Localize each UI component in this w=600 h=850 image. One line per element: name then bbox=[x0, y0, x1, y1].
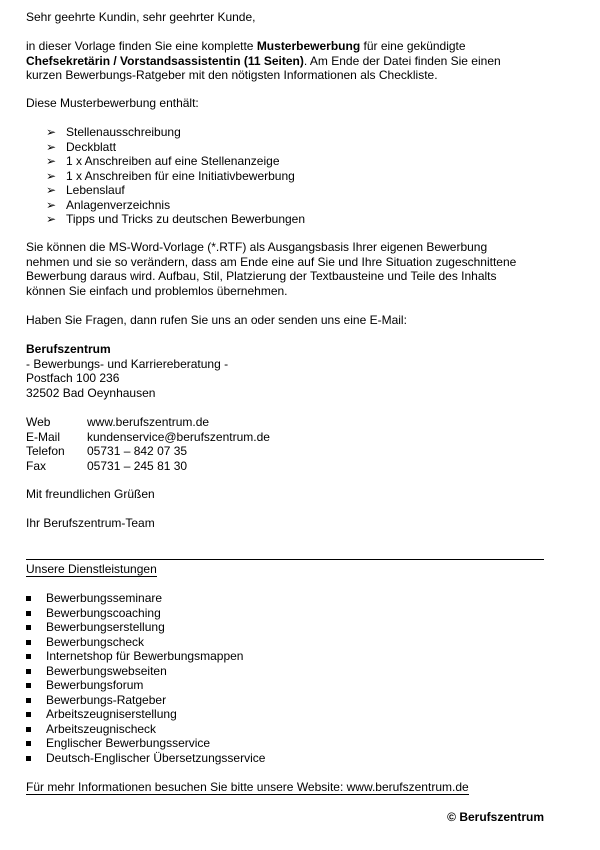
company-name: Berufszentrum bbox=[26, 342, 111, 356]
intro-text-3: . Am Ende der Datei finden Sie einen bbox=[303, 53, 501, 68]
square-bullet-icon bbox=[26, 756, 31, 761]
square-bullet-icon bbox=[26, 741, 31, 746]
list-item: Arbeitszeugnischeck bbox=[26, 722, 546, 737]
contact-row: Fax 05731 – 245 81 30 bbox=[26, 458, 188, 473]
footer-info: Für mehr Informationen besuchen Sie bitte unsere Website: www.berufszentrum.de bbox=[26, 780, 469, 794]
square-bullet-icon bbox=[26, 669, 31, 674]
postbox: Postfach 100 236 bbox=[26, 371, 120, 385]
divider bbox=[26, 559, 544, 560]
list-item: Bewerbungsforum bbox=[26, 678, 546, 693]
square-bullet-icon bbox=[26, 654, 31, 659]
list-item: ➢ Anlagenverzeichnis bbox=[46, 197, 171, 212]
web-link[interactable]: www.berufszentrum.de bbox=[87, 415, 210, 429]
intro-text-2: für eine gekündigte bbox=[360, 39, 466, 53]
services-list bbox=[26, 591, 546, 765]
arrow-bullet-icon: ➢ bbox=[46, 168, 57, 183]
questions-text: Haben Sie Fragen, dann rufen Sie uns an oder senden uns eine E-Mail: bbox=[26, 313, 407, 327]
arrow-bullet-icon: ➢ bbox=[46, 212, 57, 226]
list-item: Englischer Bewerbungsservice bbox=[26, 736, 546, 751]
square-bullet-icon bbox=[26, 698, 31, 703]
salutation: Sehr geehrte Kundin, sehr geehrter Kunde, bbox=[26, 10, 256, 24]
list-item: Bewerbungserstellung bbox=[26, 620, 546, 635]
list-item: Bewerbungs-Ratgeber bbox=[26, 693, 546, 708]
contact-row: Telefon 05731 – 842 07 35 bbox=[26, 444, 188, 458]
list-item: Bewerbungscheck bbox=[26, 635, 546, 650]
signature: Ihr Berufszentrum-Team bbox=[26, 516, 155, 530]
intro-text-1: in dieser Vorlage finden Sie eine komplette bbox=[26, 39, 257, 53]
contact-row: E-Mail kundenservice@berufszentrum.de bbox=[26, 429, 270, 444]
square-bullet-icon bbox=[26, 727, 31, 732]
intro-paragraph bbox=[26, 39, 546, 83]
contents-list bbox=[26, 125, 546, 227]
fax-number: 05731 – 245 81 30 bbox=[87, 458, 188, 473]
city: 32502 Bad Oeynhausen bbox=[26, 385, 156, 400]
arrow-bullet-icon: ➢ bbox=[46, 154, 57, 168]
arrow-bullet-icon: ➢ bbox=[46, 183, 57, 197]
phone-number: 05731 – 842 07 35 bbox=[87, 444, 188, 458]
list-item: Bewerbungswebseiten bbox=[26, 664, 546, 679]
list-item: Bewerbungscoaching bbox=[26, 606, 546, 621]
intro-bold-2: Chefsekretärin / Vorstandsassistentin (11 Seiten) bbox=[26, 53, 304, 68]
list-item: ➢ Deckblatt bbox=[46, 139, 117, 154]
square-bullet-icon bbox=[26, 596, 31, 601]
intro-bold-1: Musterbewerbung bbox=[256, 39, 361, 53]
copyright: © Berufszentrum bbox=[447, 810, 544, 824]
arrow-bullet-icon: ➢ bbox=[46, 197, 57, 212]
intro-line-3: kurzen Bewerbungs-Ratgeber mit den nötigsten Informationen als Checkliste. bbox=[26, 68, 438, 82]
contents-heading: Diese Musterbewerbung enthält: bbox=[26, 96, 199, 110]
square-bullet-icon bbox=[26, 625, 31, 630]
usage-paragraph: Sie können die MS-Word-Vorlage (*.RTF) als Ausgangsbasis Ihrer eigenen Bewerbung nehmen und sie so verändern, dass am Ende eine auf Sie und Ihre Situation zugeschnittene Bewerbung daraus wird. Aufbau, Stil, Platzierung der Textbausteine und Teile des Inhalts können Sie einfach und problemlos übernehmen. bbox=[26, 240, 517, 298]
list-item: ➢ Lebenslauf bbox=[46, 183, 125, 197]
closing: Mit freundlichen Grüßen bbox=[26, 487, 155, 501]
address-block bbox=[26, 342, 546, 400]
list-item: ➢ Stellenausschreibung bbox=[46, 125, 181, 139]
email-link[interactable]: kundenservice@berufszentrum.de bbox=[87, 429, 270, 444]
list-item: ➢ Tipps und Tricks zu deutschen Bewerbungen bbox=[46, 212, 306, 226]
contact-row: Web www.berufszentrum.de bbox=[26, 415, 210, 429]
company-tagline: - Bewerbungs- und Karriereberatung - bbox=[26, 356, 229, 371]
square-bullet-icon bbox=[26, 712, 31, 717]
list-item: Bewerbungsseminare bbox=[26, 591, 546, 606]
list-item: ➢ 1 x Anschreiben auf eine Stellenanzeige bbox=[46, 154, 280, 168]
list-item: Deutsch-Englischer Übersetzungsservice bbox=[26, 751, 546, 766]
square-bullet-icon bbox=[26, 611, 31, 616]
list-item: ➢ 1 x Anschreiben für eine Initiativbewerbung bbox=[46, 168, 295, 183]
square-bullet-icon bbox=[26, 640, 31, 645]
arrow-bullet-icon: ➢ bbox=[46, 125, 57, 139]
list-item: Arbeitszeugniserstellung bbox=[26, 707, 546, 722]
arrow-bullet-icon: ➢ bbox=[46, 139, 57, 154]
services-heading: Unsere Dienstleistungen bbox=[26, 562, 157, 576]
contact-table bbox=[26, 415, 546, 473]
list-item: Internetshop für Bewerbungsmappen bbox=[26, 649, 546, 664]
square-bullet-icon bbox=[26, 683, 31, 688]
